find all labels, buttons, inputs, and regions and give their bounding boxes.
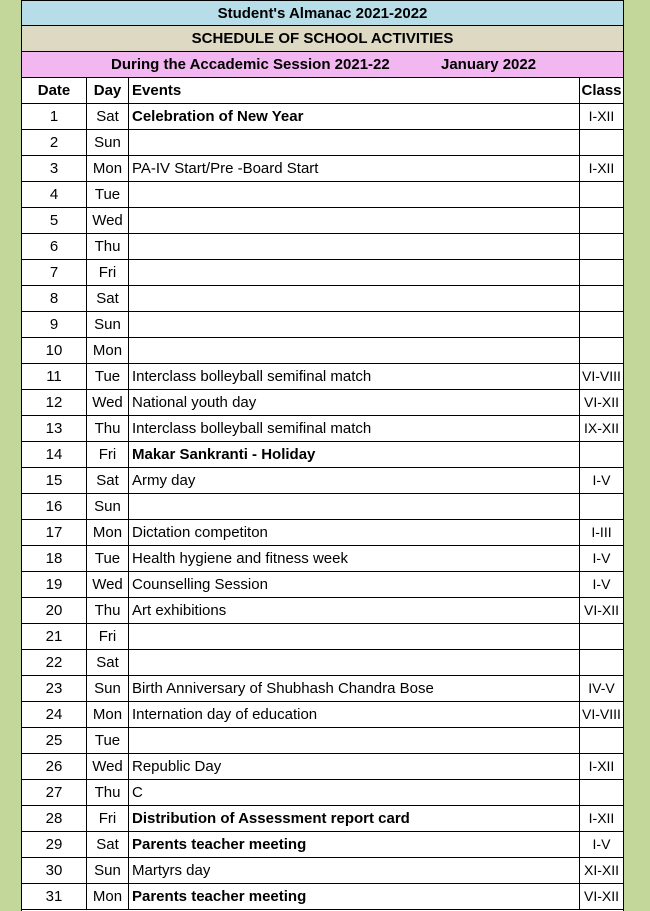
- event-cell: Martyrs day: [129, 858, 580, 883]
- day-cell: Sat: [87, 832, 129, 857]
- table-row: [22, 806, 623, 832]
- date-cell: 17: [22, 520, 87, 545]
- event-cell: [129, 130, 580, 155]
- day-cell: Fri: [87, 806, 129, 831]
- date-cell: 23: [22, 676, 87, 701]
- day-cell: Wed: [87, 754, 129, 779]
- table-row: [22, 390, 623, 416]
- day-cell: Sun: [87, 858, 129, 883]
- table-row: [22, 104, 623, 130]
- date-cell: 31: [22, 884, 87, 909]
- schedule-heading: SCHEDULE OF SCHOOL ACTIVITIES: [22, 26, 623, 52]
- table-row: [22, 884, 623, 910]
- day-cell: Fri: [87, 624, 129, 649]
- class-cell: I-XII: [588, 810, 615, 826]
- table-row: [22, 728, 623, 754]
- day-cell: Sat: [87, 104, 129, 129]
- event-cell: [129, 728, 580, 753]
- event-cell: Counselling Session: [129, 572, 580, 597]
- day-cell: Mon: [87, 338, 129, 363]
- event-cell: Celebration of New Year: [129, 104, 580, 129]
- day-cell: Sun: [87, 130, 129, 155]
- day-cell: Wed: [87, 390, 129, 415]
- event-cell: Interclass bolleyball semifinal match: [129, 416, 580, 441]
- month-label: January 2022: [441, 56, 537, 73]
- date-cell: 11: [22, 364, 87, 389]
- date-cell: 20: [22, 598, 87, 623]
- table-row: [22, 572, 623, 598]
- event-cell: Health hygiene and fitness week: [129, 546, 580, 571]
- event-cell: [129, 182, 580, 207]
- class-cell: [580, 494, 623, 519]
- class-cell: [580, 650, 623, 675]
- event-cell: Internation day of education: [129, 702, 580, 727]
- class-cell: [580, 130, 623, 155]
- day-cell: Thu: [87, 416, 129, 441]
- event-cell: Republic Day: [129, 754, 580, 779]
- event-cell: Birth Anniversary of Shubhash Chandra Bose: [129, 676, 580, 701]
- date-cell: 24: [22, 702, 87, 727]
- class-cell: I-V: [592, 550, 611, 566]
- class-cell: I-V: [592, 836, 611, 852]
- class-cell: I-XII: [588, 758, 615, 774]
- table-row: [22, 442, 623, 468]
- day-cell: Fri: [87, 442, 129, 467]
- table-row: [22, 364, 623, 390]
- column-header-day: Day: [87, 78, 129, 103]
- date-cell: 4: [22, 182, 87, 207]
- class-cell: [580, 234, 623, 259]
- event-cell: [129, 624, 580, 649]
- day-cell: Thu: [87, 598, 129, 623]
- event-cell: [129, 260, 580, 285]
- column-header-events: Events: [129, 78, 580, 103]
- table-row: [22, 858, 623, 884]
- date-cell: 18: [22, 546, 87, 571]
- class-cell: VI-VIII: [582, 706, 621, 722]
- day-cell: Fri: [87, 260, 129, 285]
- class-cell: XI-XII: [583, 862, 619, 878]
- table-row: [22, 130, 623, 156]
- day-cell: Mon: [87, 702, 129, 727]
- table-row: [22, 676, 623, 702]
- table-header: [22, 78, 623, 104]
- date-cell: 8: [22, 286, 87, 311]
- table-row: [22, 416, 623, 442]
- almanac-title: Student's Almanac 2021-2022: [22, 0, 623, 26]
- almanac-sheet: [21, 0, 624, 911]
- date-cell: 10: [22, 338, 87, 363]
- table-row: [22, 832, 623, 858]
- class-cell: I-V: [592, 472, 611, 488]
- date-cell: 2: [22, 130, 87, 155]
- class-cell: [580, 338, 623, 363]
- date-cell: 6: [22, 234, 87, 259]
- schedule-table-body: [22, 104, 623, 910]
- table-row: [22, 650, 623, 676]
- class-cell: IX-XII: [583, 420, 619, 436]
- class-cell: [580, 442, 623, 467]
- date-cell: 7: [22, 260, 87, 285]
- class-cell: IV-V: [588, 680, 615, 696]
- date-cell: 25: [22, 728, 87, 753]
- day-cell: Mon: [87, 884, 129, 909]
- date-cell: 21: [22, 624, 87, 649]
- day-cell: Tue: [87, 546, 129, 571]
- table-row: [22, 598, 623, 624]
- class-cell: [580, 780, 623, 805]
- table-row: [22, 260, 623, 286]
- day-cell: Sun: [87, 494, 129, 519]
- table-row: [22, 208, 623, 234]
- class-cell: [580, 260, 623, 285]
- class-cell: I-V: [592, 576, 611, 592]
- event-cell: [129, 234, 580, 259]
- date-cell: 26: [22, 754, 87, 779]
- day-cell: Tue: [87, 182, 129, 207]
- date-cell: 13: [22, 416, 87, 441]
- class-cell: [580, 182, 623, 207]
- day-cell: Tue: [87, 728, 129, 753]
- session-banner: [22, 52, 623, 78]
- date-cell: 22: [22, 650, 87, 675]
- event-cell: C: [129, 780, 580, 805]
- day-cell: Tue: [87, 364, 129, 389]
- table-row: [22, 520, 623, 546]
- table-row: [22, 156, 623, 182]
- table-row: [22, 546, 623, 572]
- day-cell: Thu: [87, 234, 129, 259]
- date-cell: 30: [22, 858, 87, 883]
- date-cell: 1: [22, 104, 87, 129]
- event-cell: PA-IV Start/Pre -Board Start: [129, 156, 580, 181]
- event-cell: Army day: [129, 468, 580, 493]
- event-cell: Parents teacher meeting: [129, 832, 580, 857]
- table-row: [22, 780, 623, 806]
- table-row: [22, 312, 623, 338]
- session-label: During the Accademic Session 2021-22: [111, 56, 390, 73]
- date-cell: 16: [22, 494, 87, 519]
- table-row: [22, 468, 623, 494]
- event-cell: Makar Sankranti - Holiday: [129, 442, 580, 467]
- class-cell: I-XII: [588, 160, 615, 176]
- event-cell: Parents teacher meeting: [129, 884, 580, 909]
- day-cell: Sat: [87, 650, 129, 675]
- date-cell: 28: [22, 806, 87, 831]
- event-cell: Distribution of Assessment report card: [129, 806, 580, 831]
- date-cell: 27: [22, 780, 87, 805]
- event-cell: [129, 494, 580, 519]
- event-cell: [129, 286, 580, 311]
- event-cell: Art exhibitions: [129, 598, 580, 623]
- date-cell: 14: [22, 442, 87, 467]
- class-cell: I-III: [591, 524, 612, 540]
- class-cell: VI-XII: [583, 602, 619, 618]
- date-cell: 12: [22, 390, 87, 415]
- class-cell: [580, 728, 623, 753]
- event-cell: [129, 312, 580, 337]
- table-row: [22, 234, 623, 260]
- table-row: [22, 286, 623, 312]
- event-cell: National youth day: [129, 390, 580, 415]
- class-cell: VI-XII: [583, 394, 619, 410]
- date-cell: 29: [22, 832, 87, 857]
- event-cell: [129, 208, 580, 233]
- class-cell: [580, 312, 623, 337]
- event-cell: Interclass bolleyball semifinal match: [129, 364, 580, 389]
- date-cell: 9: [22, 312, 87, 337]
- date-cell: 19: [22, 572, 87, 597]
- day-cell: Sat: [87, 286, 129, 311]
- day-cell: Wed: [87, 572, 129, 597]
- event-cell: [129, 338, 580, 363]
- day-cell: Mon: [87, 156, 129, 181]
- class-cell: [580, 624, 623, 649]
- table-row: [22, 754, 623, 780]
- table-row: [22, 182, 623, 208]
- date-cell: 15: [22, 468, 87, 493]
- event-cell: [129, 650, 580, 675]
- class-cell: [580, 286, 623, 311]
- date-cell: 5: [22, 208, 87, 233]
- column-header-date: Date: [22, 78, 87, 103]
- table-row: [22, 338, 623, 364]
- date-cell: 3: [22, 156, 87, 181]
- class-cell: [580, 208, 623, 233]
- table-row: [22, 494, 623, 520]
- day-cell: Sat: [87, 468, 129, 493]
- event-cell: Dictation competiton: [129, 520, 580, 545]
- class-cell: VI-VIII: [582, 368, 621, 384]
- class-cell: I-XII: [588, 108, 615, 124]
- day-cell: Sun: [87, 676, 129, 701]
- table-row: [22, 624, 623, 650]
- class-cell: VI-XII: [583, 888, 619, 904]
- day-cell: Wed: [87, 208, 129, 233]
- column-header-class: Class: [581, 82, 622, 99]
- day-cell: Sun: [87, 312, 129, 337]
- day-cell: Mon: [87, 520, 129, 545]
- day-cell: Thu: [87, 780, 129, 805]
- table-row: [22, 702, 623, 728]
